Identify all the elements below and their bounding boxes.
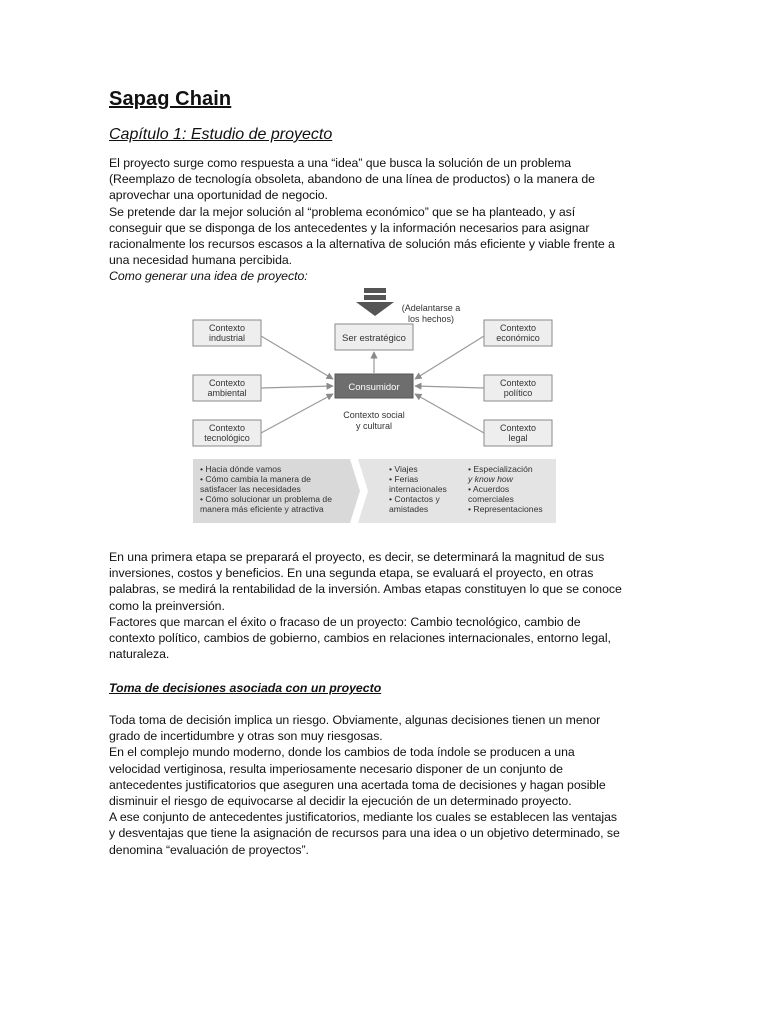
- band-item-text: • Representaciones: [468, 504, 543, 514]
- context-label: Contexto: [499, 423, 537, 433]
- intro-paragraph: [109, 155, 654, 285]
- arrow-line: [415, 386, 484, 388]
- social-context: [343, 410, 405, 431]
- context-box-politico: [484, 375, 552, 401]
- intro-line: El proyecto surge como respuesta a una “idea” que busca la solución de un problema: [109, 156, 572, 170]
- context-label: político: [503, 388, 533, 398]
- band-item-text: manera más eficiente y atractiva: [200, 504, 324, 514]
- context-label: Contexto: [499, 378, 537, 388]
- strategic-label: Ser estratégico: [342, 333, 406, 344]
- context-label: industrial: [208, 333, 246, 343]
- decision-line: grado de incertidumbre y otras son muy riesgosas.: [109, 729, 383, 744]
- chapter-title: Capítulo 1: Estudio de proyecto: [109, 126, 333, 143]
- context-box-ambiental: [193, 375, 261, 401]
- arrow-line: [415, 394, 484, 433]
- band-item-text: • Acuerdos: [468, 484, 510, 494]
- stages-line: contexto político, cambios de gobierno, cambios en relaciones internacionales, entorno legal,: [109, 631, 611, 646]
- context-box-tecnologico: [193, 420, 261, 446]
- decision-line: denomina “evaluación de proyectos”.: [109, 842, 309, 857]
- arrow-line: [261, 336, 333, 379]
- decision-line: antecedentes justificatorios que aseguren una acertada toma de decisiones y hagan posible: [109, 777, 606, 792]
- band-item-text: amistades: [389, 504, 429, 514]
- context-label: ambiental: [207, 388, 247, 398]
- social-context-line: Contexto social: [343, 410, 405, 420]
- context-label: tecnológico: [204, 433, 250, 443]
- document-title: Sapag Chain: [109, 88, 232, 110]
- band-item-text: comerciales: [468, 494, 514, 504]
- consumer-box: [335, 374, 413, 398]
- anticipate-line: (Adelantarse a: [401, 303, 461, 313]
- strategic-box: [335, 324, 413, 350]
- stages-paragraph: [109, 549, 654, 662]
- context-label: Contexto: [208, 423, 246, 433]
- band-item-text: • Viajes: [389, 464, 418, 474]
- stages-line: naturaleza.: [109, 647, 170, 662]
- intro-line: (Reemplazo de tecnología obsoleta, abandono de una línea de productos) o la manera de: [109, 172, 595, 187]
- band-item-text: • Contactos y: [389, 494, 440, 504]
- decision-paragraph: [109, 712, 654, 858]
- decision-line: velocidad vertiginosa, resulta imperiosamente necesario disponer de un conjunto de: [109, 761, 563, 776]
- arrow-line: [261, 394, 333, 433]
- decision-heading: Toma de decisiones asociada con un proyecto: [109, 681, 382, 695]
- band-item-text: • Ferias: [389, 474, 419, 484]
- context-box-economico: [484, 320, 552, 346]
- context-box-industrial: [193, 320, 261, 346]
- context-label: Contexto: [499, 323, 537, 333]
- stages-line: Factores que marcan el éxito o fracaso de un proyecto: Cambio tecnológico, cambio de: [109, 614, 581, 629]
- decision-line: A ese conjunto de antecedentes justificatorios, mediante los cuales se establecen las ventajas: [109, 810, 617, 825]
- anticipate-line: los hechos): [407, 314, 455, 324]
- intro-line: racionalmente los recursos escasos a la alternativa de solución más eficiente y viable frente a: [109, 237, 615, 252]
- stages-line: palabras, se medirá la rentabilidad de la inversión. Ambas etapas constituyen lo que se conoce: [109, 582, 622, 597]
- band-item-text: • Cómo cambia la manera de: [200, 474, 311, 484]
- idea-question: Como generar una idea de proyecto:: [109, 269, 308, 284]
- stages-line: inversiones, costos y beneficios. En una segunda etapa, se evaluará el proyecto, en otras: [109, 566, 594, 581]
- decision-line: En el complejo mundo moderno, donde los cambios de toda índole se producen a una: [109, 745, 575, 760]
- decision-line: Toda toma de decisión implica un riesgo. Obviamente, algunas decisiones tienen un menor: [109, 713, 601, 727]
- social-context-line: y cultural: [355, 421, 393, 431]
- down-arrow-icon: [356, 288, 394, 316]
- anticipate-note: [402, 303, 461, 324]
- stages-line: En una primera etapa se preparará el proyecto, es decir, se determinará la magnitud de sus: [109, 550, 605, 564]
- intro-line: Se pretende dar la mejor solución al “problema económico” que se ha planteado, y así: [109, 204, 576, 219]
- arrow-line: [415, 336, 484, 379]
- context-label: legal: [508, 433, 528, 443]
- band-item-text: • Especialización: [468, 464, 533, 474]
- context-label: Contexto: [208, 378, 246, 388]
- decision-line: y desventajas que tiene la asignación de recursos para una idea o un objetivo determinado, se: [109, 826, 620, 841]
- arrow-line: [261, 386, 333, 388]
- project-idea-diagram: [190, 286, 566, 528]
- band-item-text: internacionales: [389, 484, 447, 494]
- band-item-text: • Cómo solucionar un problema de: [200, 494, 332, 504]
- decision-line: disminuir el riesgo de equivocarse al decidir la ejecución de un determinado proyecto.: [109, 794, 572, 809]
- context-label: económico: [496, 333, 540, 343]
- intro-line: aprovechar una oportunidad de negocio.: [109, 188, 328, 203]
- context-label: Contexto: [208, 323, 246, 333]
- intro-line: una necesidad humana percibida.: [109, 253, 293, 268]
- intro-line: conseguir que se disponga de los antecedentes y la información necesarios para asignar: [109, 220, 590, 235]
- stages-line: como la preinversión.: [109, 598, 225, 613]
- band-item-text: satisfacer las necesidades: [200, 484, 301, 494]
- band-item-text: • Hacia dónde vamos: [200, 464, 282, 474]
- band-item-text: y know how: [468, 474, 513, 484]
- context-box-legal: [484, 420, 552, 446]
- consumer-label: Consumidor: [348, 382, 400, 393]
